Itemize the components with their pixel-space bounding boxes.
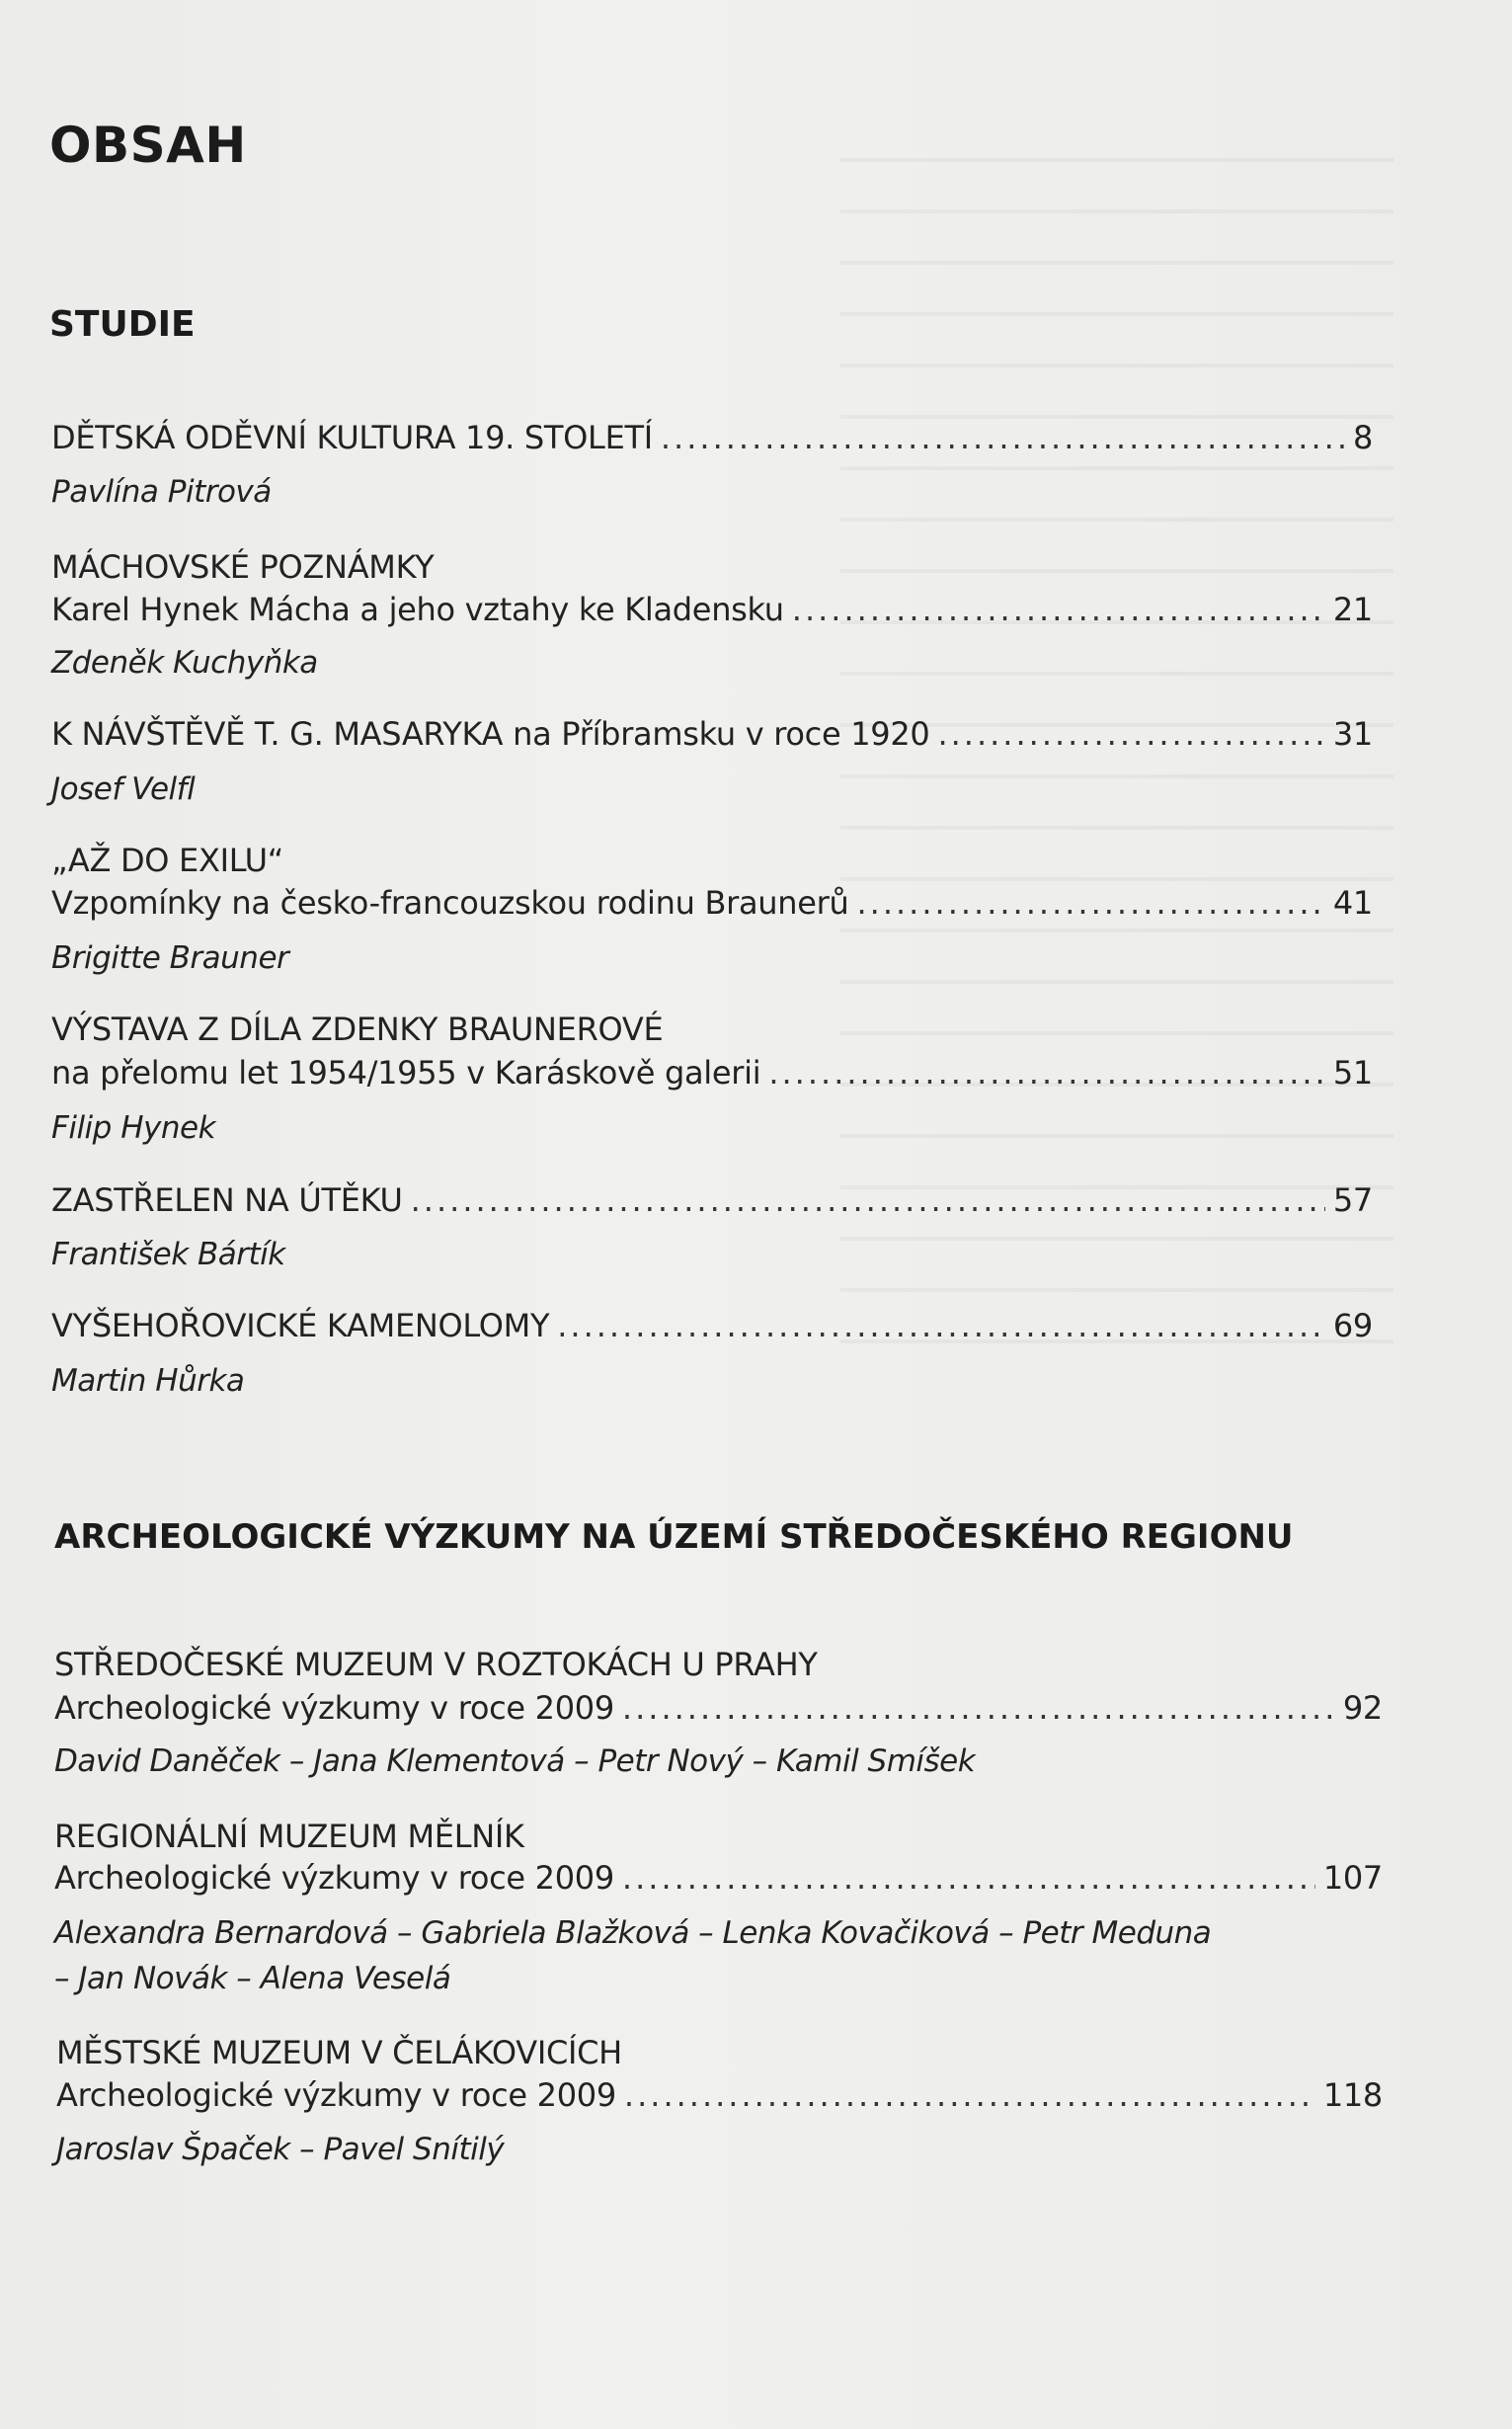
toc-entry-title: Vzpomínky na česko-francouzskou rodinu Braunerů [51,884,849,922]
toc-entry-3[interactable] [51,715,1373,753]
toc-entry-title: ZASTŘELEN NA ÚTĚKU [51,1181,403,1219]
toc-entry-page: 41 [1332,884,1373,922]
toc-entry-supertitle: MÁCHOVSKÉ POZNÁMKY [51,548,435,586]
leader-dots [661,419,1345,456]
toc-entry-author: Martin Hůrka [51,1363,245,1399]
toc-entry-6[interactable] [51,1181,1373,1219]
leader-dots [624,2076,1315,2114]
toc-entry-arch-1[interactable] [54,1689,1383,1727]
toc-entry-title: Archeologické výzkumy v roce 2009 [54,1859,614,1897]
toc-entry-arch-3[interactable] [56,2076,1383,2114]
leader-dots [622,1689,1335,1727]
toc-entry-supertitle: REGIONÁLNÍ MUZEUM MĚLNÍK [54,1818,524,1855]
toc-entry-author: Filip Hynek [51,1110,216,1146]
toc-entry-author-continued: – Jan Novák – Alena Veselá [54,1961,451,1996]
toc-entry-page: 118 [1322,2076,1383,2114]
toc-entry-title: Karel Hynek Mácha a jeho vztahy ke Kladensku [51,591,784,628]
toc-entry-author: David Daněček – Jana Klementová – Petr Nový – Kamil Smíšek [54,1743,976,1779]
toc-entry-author: Pavlína Pitrová [51,474,272,510]
toc-entry-arch-2[interactable] [54,1859,1383,1897]
toc-entry-title: Archeologické výzkumy v roce 2009 [56,2076,616,2114]
toc-entry-page: 21 [1332,591,1373,628]
toc-entry-page: 57 [1332,1181,1373,1219]
toc-entry-author: Zdeněk Kuchyňka [51,645,318,681]
toc-entry-author: Alexandra Bernardová – Gabriela Blažková – Lenka Kovačiková – Petr Meduna [54,1915,1212,1951]
toc-entry-page: 92 [1342,1689,1383,1727]
toc-entry-title: K NÁVŠTĚVĚ T. G. MASARYKA na Příbramsku v roce 1920 [51,715,930,753]
toc-entry-page: 107 [1322,1859,1383,1897]
toc-entry-supertitle: MĚSTSKÉ MUZEUM V ČELÁKOVICÍCH [56,2034,622,2071]
toc-entry-author: Brigitte Brauner [51,940,289,976]
toc-entry-author: Josef Velfl [51,771,196,807]
toc-entry-page: 51 [1332,1054,1373,1092]
leader-dots [622,1859,1315,1897]
toc-entry-2[interactable] [51,591,1373,628]
toc-entry-title: Archeologické výzkumy v roce 2009 [54,1689,614,1727]
toc-entry-supertitle: STŘEDOČESKÉ MUZEUM V ROZTOKÁCH U PRAHY [54,1646,818,1683]
toc-entry-supertitle: „AŽ DO EXILU“ [51,842,284,879]
leader-dots [792,591,1325,628]
toc-entry-page: 69 [1332,1307,1373,1344]
leader-dots [768,1054,1325,1092]
toc-entry-5[interactable] [51,1054,1373,1092]
page-title: OBSAH [49,117,247,174]
leader-dots [557,1307,1325,1344]
toc-entry-title: VYŠEHOŘOVICKÉ KAMENOLOMY [51,1307,550,1344]
section-heading-studie: STUDIE [49,304,196,345]
toc-entry-page: 31 [1332,715,1373,753]
toc-entry-4[interactable] [51,884,1373,922]
section-heading-archeologie: ARCHEOLOGICKÉ VÝZKUMY NA ÚZEMÍ STŘEDOČESKÉHO REGIONU [54,1517,1294,1557]
toc-entry-page: 8 [1352,419,1373,456]
toc-entry-title: DĚTSKÁ ODĚVNÍ KULTURA 19. STOLETÍ [51,419,653,456]
toc-entry-supertitle: VÝSTAVA Z DÍLA ZDENKY BRAUNEROVÉ [51,1011,664,1048]
toc-entry-7[interactable] [51,1307,1373,1344]
toc-entry-author: František Bártík [51,1237,285,1272]
leader-dots [856,884,1324,922]
toc-entry-author: Jaroslav Špaček – Pavel Snítilý [56,2132,505,2167]
toc-entry-title: na přelomu let 1954/1955 v Karáskově galerii [51,1054,761,1092]
toc-entry-1[interactable] [51,419,1373,456]
leader-dots [937,715,1324,753]
leader-dots [411,1181,1325,1219]
